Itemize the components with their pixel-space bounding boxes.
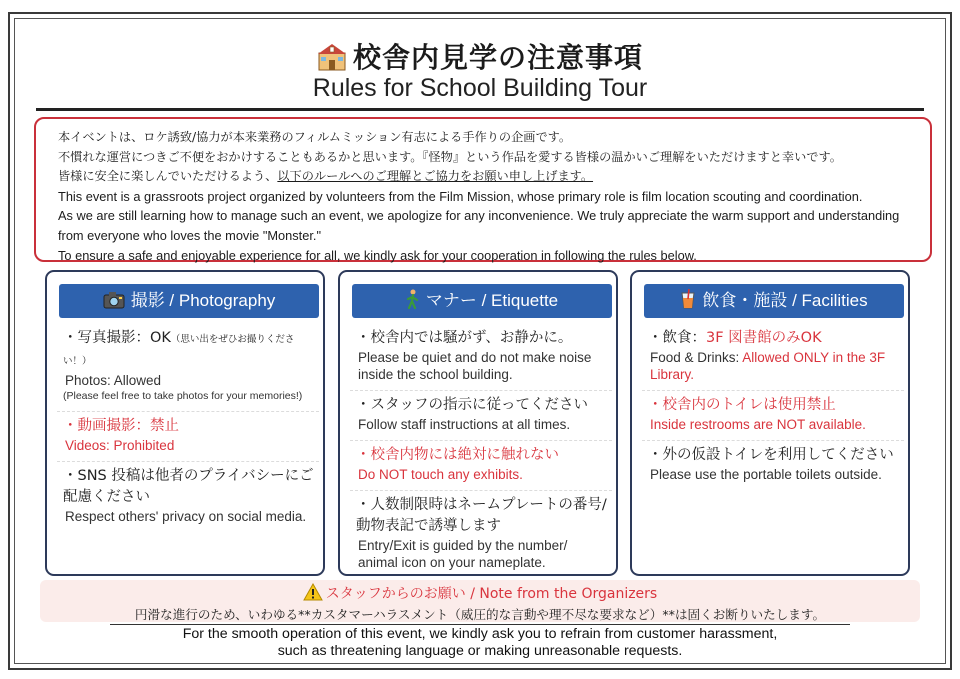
- sns-rule-jp: ・SNS 投稿は他者のプライバシーにご配慮ください: [63, 468, 314, 505]
- camera-icon: [103, 287, 125, 321]
- sns-rule-en: Respect others' privacy on social media.: [65, 509, 307, 524]
- intro-box: [34, 117, 932, 262]
- intro-en-line-3: To ensure a safe and enjoyable experience for all, we kindly ask for your cooperation in following the rules below.: [58, 247, 697, 263]
- quiet-rule-jp: ・校舎内では騒がず、お静かに。: [356, 330, 573, 346]
- title-jp-text: 校舎内見学の注意事項: [352, 41, 643, 74]
- page-title-en: Rules for School Building Tour: [312, 74, 648, 102]
- school-icon: [317, 43, 347, 78]
- title-divider: [36, 108, 924, 111]
- warning-icon: [303, 583, 323, 605]
- organizer-note-en-line-1: For the smooth operation of this event, we kindly ask you to refrain from customer harassment,: [182, 626, 778, 642]
- video-rule-jp: ・動画撮影：禁止: [63, 418, 179, 434]
- quiet-rule-en: Please be quiet and do not make noise inside the school building.: [358, 350, 592, 382]
- restroom-rule-en: Inside restrooms are NOT available.: [650, 417, 866, 432]
- intro-jp-line-3b: 以下のルールへのご理解とご協力をお願い申し上げます。: [277, 169, 594, 184]
- facilities-heading-text: 飲食・施設 / Facilities: [702, 291, 868, 310]
- etiquette-card: [338, 270, 618, 576]
- photography-heading-text: 撮影 / Photography: [130, 291, 276, 310]
- food-rule-en: Food & Drinks: Allowed ONLY in the 3F Library.: [650, 350, 886, 382]
- video-rule-item: [57, 412, 319, 462]
- photo-rule-en-note: (Please feel free to take photos for your memories!): [63, 390, 303, 402]
- etiquette-heading: [352, 284, 612, 318]
- facilities-heading: [644, 284, 904, 318]
- etiquette-heading-text: マナー / Etiquette: [425, 291, 559, 310]
- touch-rule-en: Do NOT touch any exhibits.: [358, 467, 523, 482]
- organizer-note-title: [0, 583, 960, 605]
- organizer-note-jp: 円滑な進行のため、いわゆる**カスタマーハラスメント（威圧的な言動や理不尽な要求など）**は固くお断りいたします。: [110, 604, 850, 625]
- staff-rule-en: Follow staff instructions at all times.: [358, 417, 571, 432]
- photo-rule-en: Photos: Allowed: [65, 373, 162, 388]
- intro-jp-line-3: [58, 167, 908, 187]
- video-rule-en: Videos: Prohibited: [65, 438, 175, 453]
- restroom-rule-jp: ・校舎内のトイレは使用禁止: [648, 397, 836, 413]
- photo-rule-item: [57, 324, 319, 412]
- touch-rule-jp: ・校舎内物には絶対に触れない: [356, 447, 559, 463]
- food-rule-jp: ・飲食：3F 図書館のみOK: [648, 330, 822, 346]
- sns-rule-item: [57, 462, 319, 532]
- photography-heading: [59, 284, 319, 318]
- intro-jp-line-2: 不慣れな運営につきご不便をおかけすることもあるかと思います。『怪物』という作品を愛する皆様の温かいご理解をいただけますと幸いです。: [58, 149, 842, 164]
- photo-rule-jp: ・写真撮影：OK（思い出をぜひお撮りください！）: [63, 330, 295, 367]
- photography-card: [45, 270, 325, 576]
- nameplate-rule-jp: ・人数制限時はネームプレートの番号/動物表記で誘導します: [356, 497, 607, 534]
- restroom-rule-item: [642, 391, 904, 441]
- food-rule-item: [642, 324, 904, 391]
- walking-person-icon: [406, 287, 420, 321]
- portable-toilet-rule-jp: ・外の仮設トイレを利用してください: [648, 447, 894, 463]
- facilities-card: [630, 270, 910, 576]
- cup-icon: [680, 287, 696, 321]
- page-title-jp: [0, 36, 960, 78]
- organizer-note-en: [0, 626, 960, 660]
- organizer-note-en-line-2: such as threatening language or making unreasonable requests.: [277, 643, 683, 659]
- intro-en-line-1: This event is a grassroots project organized by volunteers from the Film Mission, whose primary role is film location scouting and coordination.: [58, 188, 863, 204]
- staff-rule-jp: ・スタッフの指示に従ってください: [356, 397, 588, 413]
- nameplate-rule-en: Entry/Exit is guided by the number/ animal icon on your nameplate.: [358, 538, 568, 570]
- nameplate-rule-item: [350, 491, 612, 578]
- organizer-note-title-text: スタッフからのお願い / Note from the Organizers: [325, 586, 658, 602]
- quiet-rule-item: [350, 324, 612, 391]
- portable-toilet-rule-en: Please use the portable toilets outside.: [650, 467, 882, 482]
- touch-rule-item: [350, 441, 612, 491]
- intro-en-line-2: As we are still learning how to manage such an event, we apologize for any inconvenience. We truly appreciate the warm support and understanding from everyone who loves the movie "Monster.": [58, 208, 900, 243]
- intro-jp-line-1: 本イベントは、ロケ誘致/協力が本来業務のフィルムミッション有志による手作りの企画です。: [58, 130, 572, 144]
- intro-jp-line-3a: 皆様に安全に楽しんでいただけるよう、: [58, 169, 278, 184]
- staff-rule-item: [350, 391, 612, 441]
- portable-toilet-rule-item: [642, 441, 904, 490]
